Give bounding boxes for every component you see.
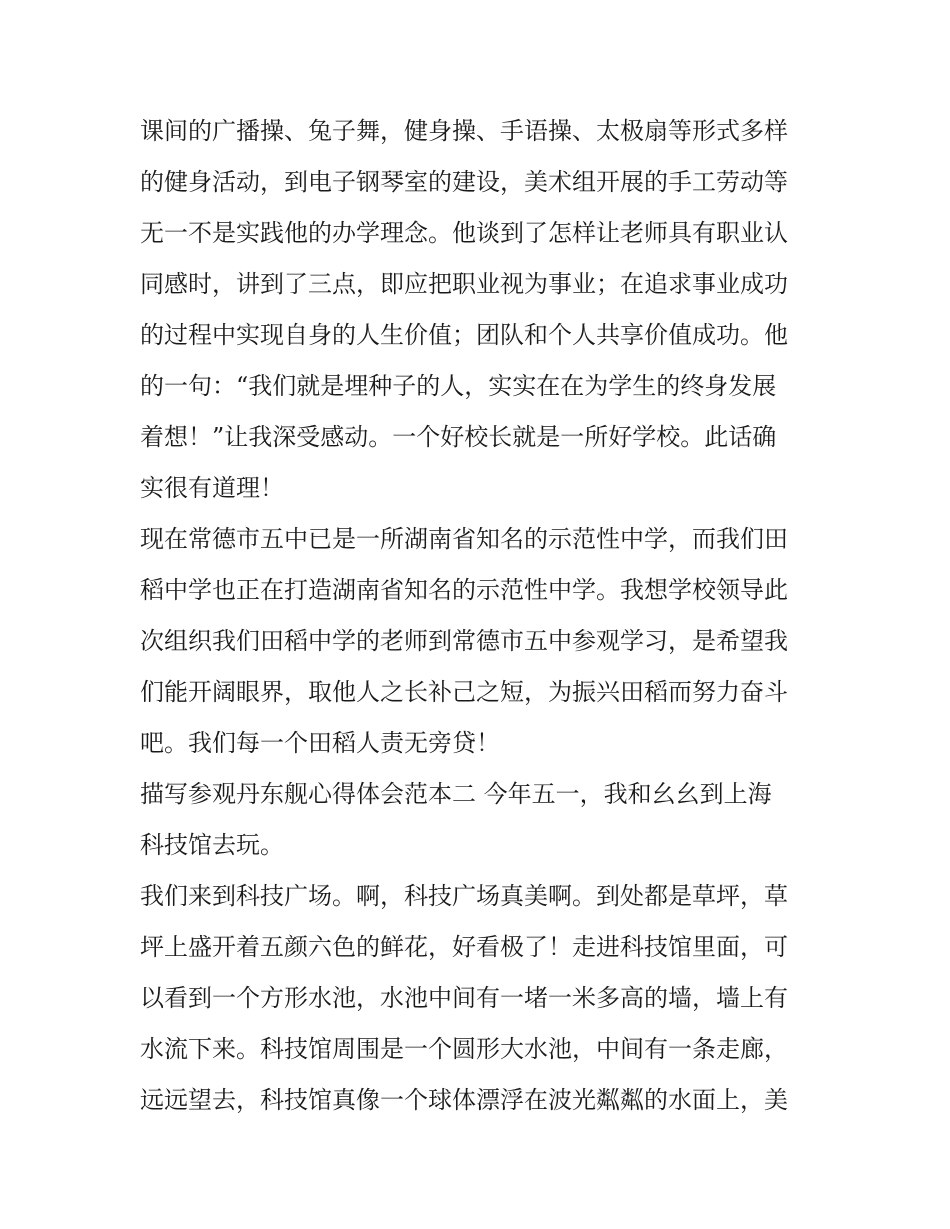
text-line: 的过程中实现自身的人生价值；团队和个人共享价值成功。他 xyxy=(140,321,788,349)
text-line: 的健身活动，到电子钢琴室的建设，美术组开展的手工劳动等 xyxy=(140,168,788,196)
document-body xyxy=(140,106,840,1126)
paragraph-2 xyxy=(140,514,840,769)
text-line: 着想！”让我深受感动。一个好校长就是一所好学校。此话确 xyxy=(140,423,777,451)
text-line: 无一不是实践他的办学理念。他谈到了怎样让老师具有职业认 xyxy=(140,219,788,247)
text-line: 我们来到科技广场。啊，科技广场真美啊。到处都是草坪，草 xyxy=(140,882,788,910)
text-line: 描写参观丹东舰心得体会范本二 今年五一，我和幺幺到上海 xyxy=(140,780,772,808)
text-line: 们能开阔眼界，取他人之长补己之短，为振兴田稻而努力奋斗 xyxy=(140,678,788,706)
paragraph-1 xyxy=(140,106,840,514)
text-line: 次组织我们田稻中学的老师到常德市五中参观学习，是希望我 xyxy=(140,627,788,655)
text-line: 稻中学也正在打造湖南省知名的示范性中学。我想学校领导此 xyxy=(140,576,788,604)
text-line: 现在常德市五中已是一所湖南省知名的示范性中学，而我们田 xyxy=(140,525,788,553)
text-line: 坪上盛开着五颜六色的鲜花，好看极了！走进科技馆里面，可 xyxy=(140,933,788,961)
text-line: 远远望去，科技馆真像一个球体漂浮在波光粼粼的水面上，美 xyxy=(140,1086,788,1114)
text-line: 课间的广播操、兔子舞，健身操、手语操、太极扇等形式多样 xyxy=(140,117,788,145)
text-line: 吧。我们每一个田稻人责无旁贷！ xyxy=(140,729,500,757)
text-line: 科技馆去玩。 xyxy=(140,831,284,859)
text-line: 以看到一个方形水池，水池中间有一堵一米多高的墙，墙上有 xyxy=(140,984,788,1012)
text-line: 的一句：“我们就是埋种子的人，实实在在为学生的终身发展 xyxy=(140,372,777,400)
text-line: 实很有道理！ xyxy=(140,474,284,502)
paragraph-3 xyxy=(140,769,840,871)
text-line: 水流下来。科技馆周围是一个圆形大水池，中间有一条走廊， xyxy=(140,1035,788,1063)
paragraph-4 xyxy=(140,871,840,1126)
text-line: 同感时，讲到了三点，即应把职业视为事业；在追求事业成功 xyxy=(140,270,788,298)
